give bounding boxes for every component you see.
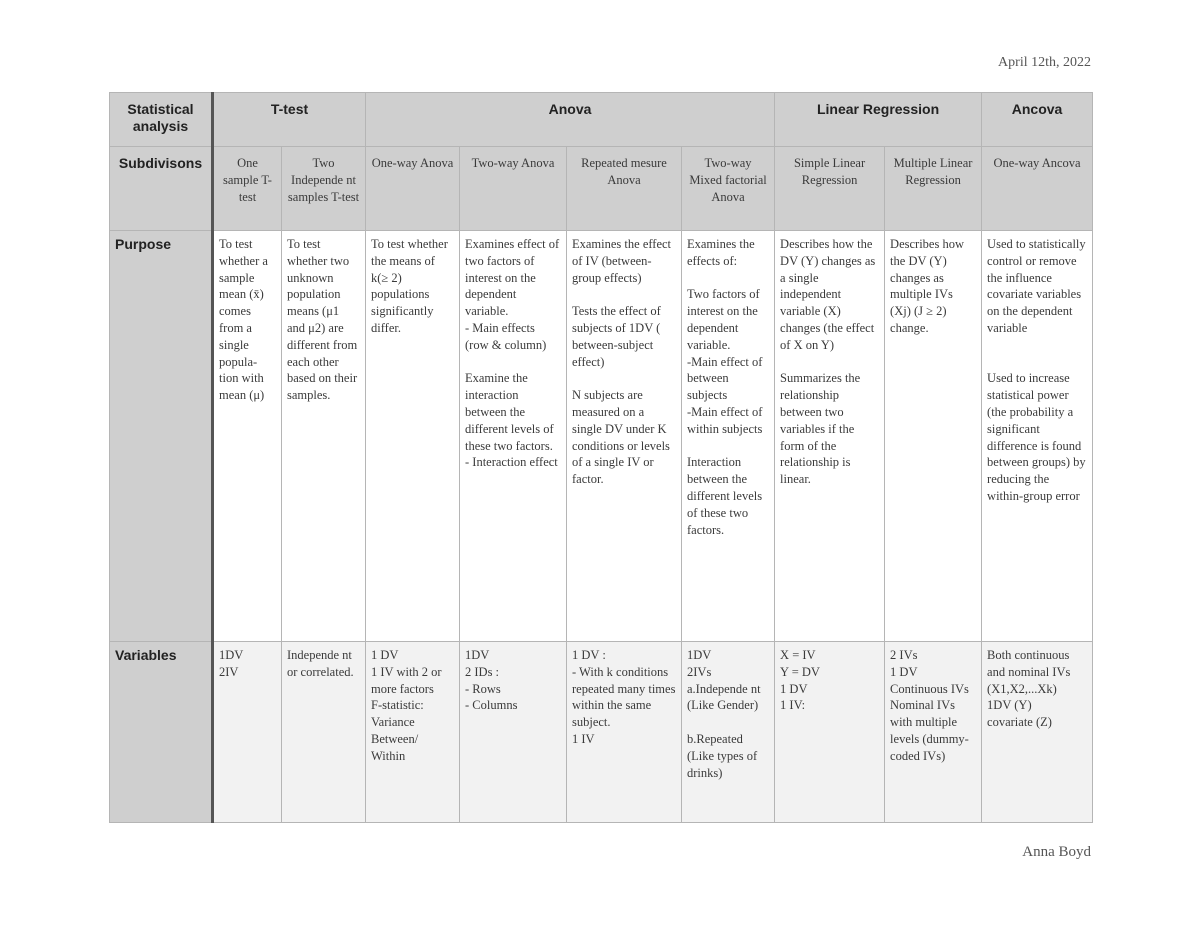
purpose-cell: To test whether two unknown population means (μ1 and μ2) are different from each other based on their samples. bbox=[282, 231, 366, 642]
purpose-row bbox=[110, 231, 1093, 642]
group-ttest: T-test bbox=[213, 93, 366, 147]
group-header-row bbox=[110, 93, 1093, 147]
author-name: Anna Boyd bbox=[1022, 844, 1091, 860]
variables-cell: Both continuous and nominal IVs (X1,X2,...Xk) 1DV (Y) covariate (Z) bbox=[982, 642, 1093, 823]
purpose-cell: Examines the effects of: Two factors of interest on the dependent variable. -Main effect of between subjects -Main effect of within subjects Interaction between the different levels of these two factors. bbox=[682, 231, 775, 642]
variables-cell: X = IV Y = DV 1 DV 1 IV: bbox=[775, 642, 885, 823]
subdivision-cell: One-way Anova bbox=[366, 147, 460, 231]
purpose-cell: To test whether the means of k(≥ 2) populations significantly differ. bbox=[366, 231, 460, 642]
corner-label: Statistical analysis bbox=[110, 93, 213, 147]
group-anova: Anova bbox=[366, 93, 775, 147]
group-ancova: Ancova bbox=[982, 93, 1093, 147]
subdivision-cell: Two-way Anova bbox=[460, 147, 567, 231]
subdivision-cell: Simple Linear Regression bbox=[775, 147, 885, 231]
purpose-cell: Describes how the DV (Y) changes as a single independent variable (X) changes (the effect of X on Y) Summarizes the relationship between two variables if the form of the relationship is linear. bbox=[775, 231, 885, 642]
subdivision-cell: Two Independe nt samples T-test bbox=[282, 147, 366, 231]
purpose-cell: To test whether a sample mean (x̄) comes from a single popula-tion with mean (μ) bbox=[213, 231, 282, 642]
variables-cell: 2 IVs 1 DV Continuous IVs Nominal IVs with multiple levels (dummy-coded IVs) bbox=[885, 642, 982, 823]
subdivision-cell: One sample T-test bbox=[213, 147, 282, 231]
variables-row bbox=[110, 642, 1093, 823]
subdivision-cell: One-way Ancova bbox=[982, 147, 1093, 231]
purpose-cell: Used to statistically control or remove the influence covariate variables on the dependent variable Used to increase statistical power (the probability a significant difference is found between groups) by reducing the within-group error bbox=[982, 231, 1093, 642]
variables-cell: Independe nt or correlated. bbox=[282, 642, 366, 823]
statistical-analysis-table bbox=[109, 92, 1093, 823]
document-date: April 12th, 2022 bbox=[998, 55, 1091, 70]
row-label-subdivisions: Subdivisons bbox=[110, 147, 213, 231]
variables-cell: 1 DV 1 IV with 2 or more factors F-statistic: Variance Between/ Within bbox=[366, 642, 460, 823]
variables-cell: 1DV 2IV bbox=[213, 642, 282, 823]
subdivision-cell: Repeated mesure Anova bbox=[567, 147, 682, 231]
variables-cell: 1DV 2IVs a.Independe nt (Like Gender) b.Repeated (Like types of drinks) bbox=[682, 642, 775, 823]
row-label-variables: Variables bbox=[110, 642, 213, 823]
subdivisions-row bbox=[110, 147, 1093, 231]
variables-cell: 1 DV : - With k conditions repeated many times within the same subject. 1 IV bbox=[567, 642, 682, 823]
subdivision-cell: Two-way Mixed factorial Anova bbox=[682, 147, 775, 231]
purpose-cell: Describes how the DV (Y) changes as multiple IVs (Xj) (J ≥ 2) change. bbox=[885, 231, 982, 642]
purpose-cell: Examines effect of two factors of interest on the dependent variable. - Main effects (row & column) Examine the interaction between the different levels of these two factors. - Interaction effect bbox=[460, 231, 567, 642]
subdivision-cell: Multiple Linear Regression bbox=[885, 147, 982, 231]
purpose-cell: Examines the effect of IV (between-group effects) Tests the effect of subjects of 1DV ( between-subject effect) N subjects are measured on a single DV under K conditions or levels of a single IV or factor. bbox=[567, 231, 682, 642]
variables-cell: 1DV 2 IDs : - Rows - Columns bbox=[460, 642, 567, 823]
row-label-purpose: Purpose bbox=[110, 231, 213, 642]
group-linear-regression: Linear Regression bbox=[775, 93, 982, 147]
